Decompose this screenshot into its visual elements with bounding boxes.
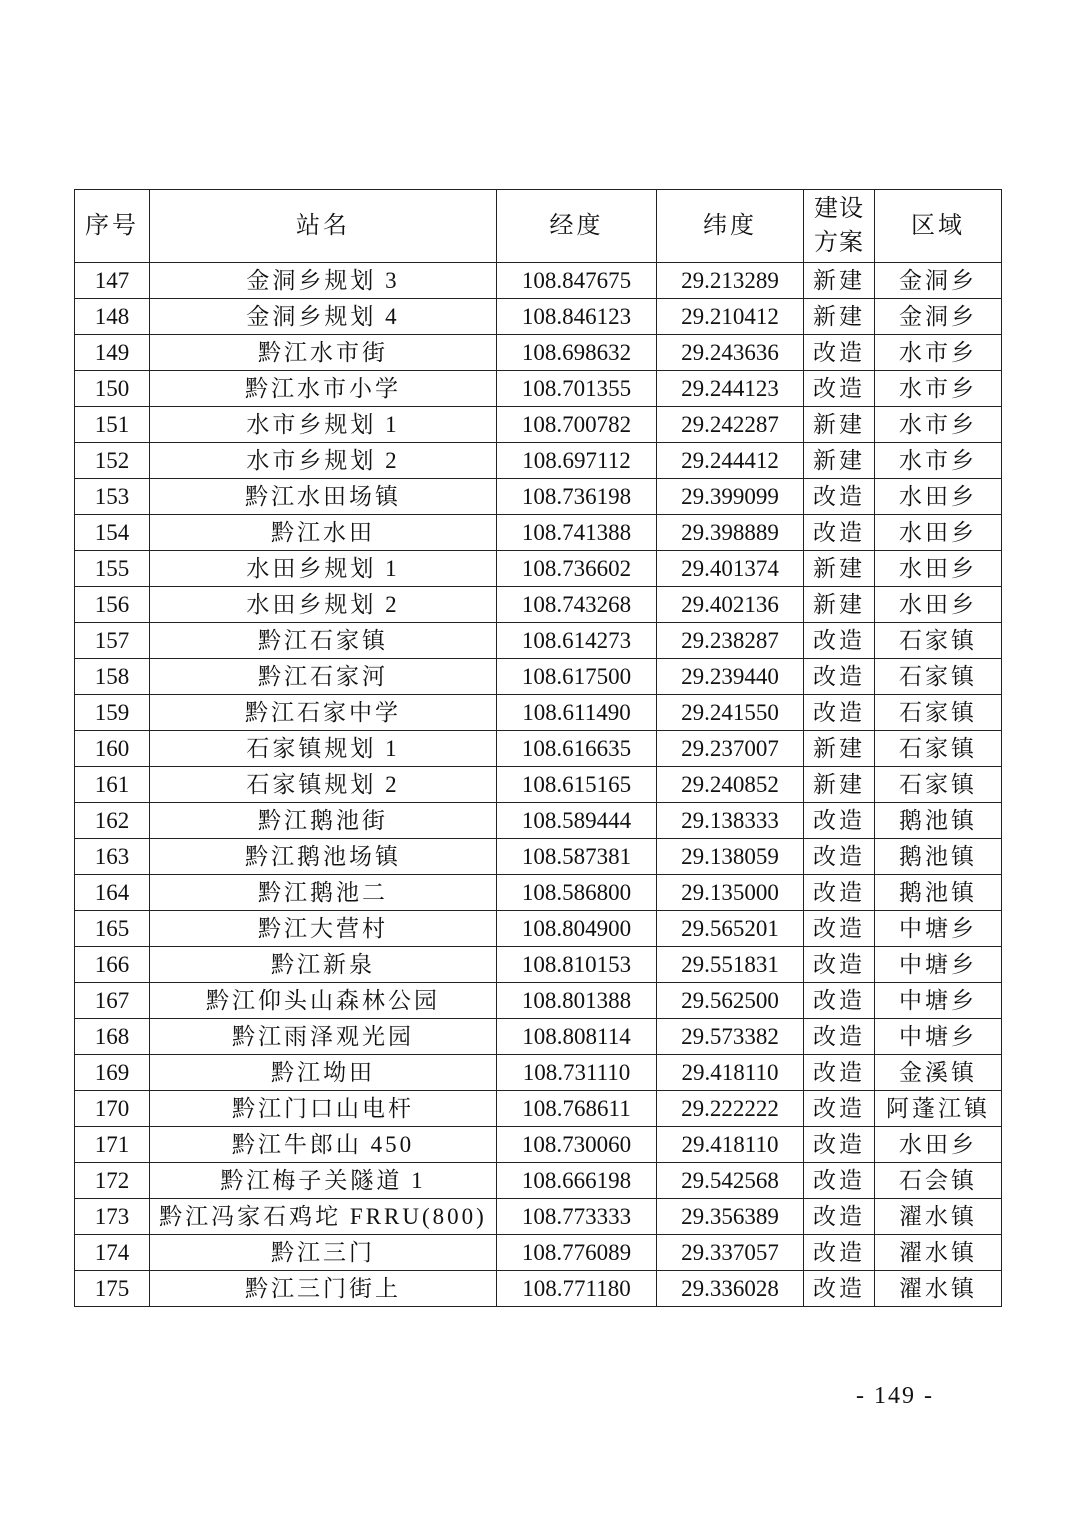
cell-region: 鹅池镇 [875, 839, 1002, 875]
cell-latitude: 29.244123 [657, 371, 804, 407]
cell-station: 石家镇规划 2 [150, 767, 497, 803]
cell-region: 石家镇 [875, 695, 1002, 731]
cell-plan: 改造 [804, 947, 875, 983]
cell-longitude: 108.614273 [497, 623, 657, 659]
cell-region: 濯水镇 [875, 1199, 1002, 1235]
cell-longitude: 108.666198 [497, 1163, 657, 1199]
cell-region: 金洞乡 [875, 299, 1002, 335]
cell-longitude: 108.741388 [497, 515, 657, 551]
cell-plan: 改造 [804, 803, 875, 839]
table-row [75, 839, 1002, 875]
cell-region: 鹅池镇 [875, 803, 1002, 839]
table-row [75, 443, 1002, 479]
cell-plan: 改造 [804, 1091, 875, 1127]
cell-station: 黔江鹅池街 [150, 803, 497, 839]
cell-latitude: 29.243636 [657, 335, 804, 371]
cell-station: 金洞乡规划 3 [150, 263, 497, 299]
cell-longitude: 108.617500 [497, 659, 657, 695]
cell-region: 水市乡 [875, 407, 1002, 443]
cell-latitude: 29.398889 [657, 515, 804, 551]
cell-latitude: 29.135000 [657, 875, 804, 911]
header-latitude: 纬度 [657, 190, 804, 263]
table-row [75, 1091, 1002, 1127]
header-plan-label: 建设方案 [813, 196, 864, 256]
cell-plan: 改造 [804, 875, 875, 911]
cell-longitude: 108.736602 [497, 551, 657, 587]
cell-station: 黔江水市小学 [150, 371, 497, 407]
cell-station: 金洞乡规划 4 [150, 299, 497, 335]
cell-latitude: 29.562500 [657, 983, 804, 1019]
cell-index: 174 [75, 1235, 150, 1271]
cell-region: 水田乡 [875, 1127, 1002, 1163]
cell-station: 石家镇规划 1 [150, 731, 497, 767]
cell-station: 黔江梅子关隧道 1 [150, 1163, 497, 1199]
station-table [74, 189, 1002, 1307]
cell-index: 152 [75, 443, 150, 479]
cell-latitude: 29.542568 [657, 1163, 804, 1199]
cell-region: 鹅池镇 [875, 875, 1002, 911]
cell-station: 黔江牛郎山 450 [150, 1127, 497, 1163]
cell-longitude: 108.700782 [497, 407, 657, 443]
header-station: 站名 [150, 190, 497, 263]
cell-latitude: 29.238287 [657, 623, 804, 659]
cell-plan: 改造 [804, 335, 875, 371]
cell-latitude: 29.244412 [657, 443, 804, 479]
cell-station: 水市乡规划 1 [150, 407, 497, 443]
table-row [75, 1127, 1002, 1163]
cell-index: 147 [75, 263, 150, 299]
cell-plan: 改造 [804, 1235, 875, 1271]
cell-latitude: 29.402136 [657, 587, 804, 623]
table-row [75, 1235, 1002, 1271]
cell-longitude: 108.801388 [497, 983, 657, 1019]
cell-plan: 改造 [804, 983, 875, 1019]
cell-station: 水田乡规划 2 [150, 587, 497, 623]
table-row [75, 803, 1002, 839]
cell-region: 阿蓬江镇 [875, 1091, 1002, 1127]
cell-plan: 改造 [804, 1019, 875, 1055]
cell-index: 162 [75, 803, 150, 839]
table-row [75, 1271, 1002, 1307]
cell-index: 165 [75, 911, 150, 947]
cell-plan: 新建 [804, 767, 875, 803]
header-plan [804, 190, 875, 263]
cell-plan: 改造 [804, 839, 875, 875]
cell-station: 水田乡规划 1 [150, 551, 497, 587]
cell-longitude: 108.587381 [497, 839, 657, 875]
cell-index: 154 [75, 515, 150, 551]
table-row [75, 335, 1002, 371]
cell-station: 黔江鹅池二 [150, 875, 497, 911]
cell-station: 黔江三门街上 [150, 1271, 497, 1307]
cell-region: 中塘乡 [875, 911, 1002, 947]
page-number: - 149 - [856, 1383, 934, 1409]
cell-region: 石家镇 [875, 623, 1002, 659]
cell-index: 148 [75, 299, 150, 335]
cell-index: 172 [75, 1163, 150, 1199]
cell-region: 濯水镇 [875, 1235, 1002, 1271]
cell-region: 水市乡 [875, 371, 1002, 407]
cell-region: 金溪镇 [875, 1055, 1002, 1091]
cell-longitude: 108.771180 [497, 1271, 657, 1307]
cell-station: 黔江新泉 [150, 947, 497, 983]
cell-region: 水市乡 [875, 443, 1002, 479]
cell-latitude: 29.240852 [657, 767, 804, 803]
cell-plan: 新建 [804, 551, 875, 587]
cell-latitude: 29.337057 [657, 1235, 804, 1271]
table-body [75, 263, 1002, 1307]
cell-index: 163 [75, 839, 150, 875]
table-row [75, 731, 1002, 767]
cell-station: 黔江坳田 [150, 1055, 497, 1091]
cell-station: 黔江雨泽观光园 [150, 1019, 497, 1055]
table-row [75, 515, 1002, 551]
cell-plan: 新建 [804, 299, 875, 335]
cell-plan: 改造 [804, 371, 875, 407]
cell-region: 中塘乡 [875, 947, 1002, 983]
cell-longitude: 108.701355 [497, 371, 657, 407]
cell-station: 黔江三门 [150, 1235, 497, 1271]
cell-station: 黔江冯家石鸡坨 FRRU(800) [150, 1199, 497, 1235]
cell-longitude: 108.846123 [497, 299, 657, 335]
table-header [75, 190, 1002, 263]
table-row [75, 695, 1002, 731]
cell-longitude: 108.611490 [497, 695, 657, 731]
table-row [75, 551, 1002, 587]
cell-longitude: 108.776089 [497, 1235, 657, 1271]
cell-plan: 改造 [804, 623, 875, 659]
cell-index: 153 [75, 479, 150, 515]
table-row [75, 587, 1002, 623]
table-row [75, 479, 1002, 515]
cell-index: 155 [75, 551, 150, 587]
table-row [75, 1055, 1002, 1091]
cell-station: 黔江大营村 [150, 911, 497, 947]
cell-station: 黔江水田 [150, 515, 497, 551]
cell-index: 150 [75, 371, 150, 407]
cell-longitude: 108.589444 [497, 803, 657, 839]
cell-plan: 改造 [804, 659, 875, 695]
cell-plan: 新建 [804, 407, 875, 443]
cell-index: 158 [75, 659, 150, 695]
cell-index: 175 [75, 1271, 150, 1307]
cell-latitude: 29.213289 [657, 263, 804, 299]
cell-longitude: 108.847675 [497, 263, 657, 299]
cell-longitude: 108.731110 [497, 1055, 657, 1091]
cell-latitude: 29.222222 [657, 1091, 804, 1127]
cell-longitude: 108.615165 [497, 767, 657, 803]
cell-index: 151 [75, 407, 150, 443]
cell-index: 173 [75, 1199, 150, 1235]
cell-index: 170 [75, 1091, 150, 1127]
cell-longitude: 108.698632 [497, 335, 657, 371]
table-row [75, 659, 1002, 695]
table-row [75, 1163, 1002, 1199]
table-row [75, 299, 1002, 335]
cell-index: 169 [75, 1055, 150, 1091]
cell-station: 黔江仰头山森林公园 [150, 983, 497, 1019]
cell-latitude: 29.336028 [657, 1271, 804, 1307]
cell-index: 159 [75, 695, 150, 731]
cell-latitude: 29.241550 [657, 695, 804, 731]
cell-longitude: 108.743268 [497, 587, 657, 623]
cell-region: 水田乡 [875, 479, 1002, 515]
cell-index: 149 [75, 335, 150, 371]
table-row [75, 263, 1002, 299]
cell-station: 黔江水市街 [150, 335, 497, 371]
cell-latitude: 29.242287 [657, 407, 804, 443]
cell-station: 黔江石家镇 [150, 623, 497, 659]
table-row [75, 1019, 1002, 1055]
table-row [75, 911, 1002, 947]
cell-latitude: 29.573382 [657, 1019, 804, 1055]
cell-latitude: 29.138059 [657, 839, 804, 875]
cell-plan: 新建 [804, 731, 875, 767]
cell-longitude: 108.616635 [497, 731, 657, 767]
cell-index: 161 [75, 767, 150, 803]
cell-plan: 改造 [804, 1055, 875, 1091]
cell-region: 石家镇 [875, 731, 1002, 767]
cell-index: 160 [75, 731, 150, 767]
cell-region: 水田乡 [875, 515, 1002, 551]
cell-station: 黔江石家中学 [150, 695, 497, 731]
cell-index: 166 [75, 947, 150, 983]
cell-index: 156 [75, 587, 150, 623]
header-row [75, 190, 1002, 263]
table-row [75, 767, 1002, 803]
cell-longitude: 108.773333 [497, 1199, 657, 1235]
cell-latitude: 29.418110 [657, 1127, 804, 1163]
cell-latitude: 29.565201 [657, 911, 804, 947]
cell-station: 黔江水田场镇 [150, 479, 497, 515]
cell-station: 水市乡规划 2 [150, 443, 497, 479]
table-row [75, 875, 1002, 911]
cell-latitude: 29.356389 [657, 1199, 804, 1235]
cell-plan: 改造 [804, 695, 875, 731]
cell-plan: 改造 [804, 1271, 875, 1307]
cell-region: 中塘乡 [875, 1019, 1002, 1055]
cell-index: 168 [75, 1019, 150, 1055]
cell-latitude: 29.399099 [657, 479, 804, 515]
cell-plan: 新建 [804, 587, 875, 623]
cell-longitude: 108.808114 [497, 1019, 657, 1055]
cell-region: 濯水镇 [875, 1271, 1002, 1307]
header-region: 区域 [875, 190, 1002, 263]
cell-index: 157 [75, 623, 150, 659]
cell-station: 黔江门口山电杆 [150, 1091, 497, 1127]
cell-latitude: 29.138333 [657, 803, 804, 839]
cell-plan: 新建 [804, 263, 875, 299]
cell-plan: 改造 [804, 515, 875, 551]
cell-station: 黔江石家河 [150, 659, 497, 695]
cell-latitude: 29.239440 [657, 659, 804, 695]
header-index: 序号 [75, 190, 150, 263]
cell-index: 171 [75, 1127, 150, 1163]
cell-plan: 改造 [804, 1199, 875, 1235]
cell-longitude: 108.768611 [497, 1091, 657, 1127]
cell-plan: 改造 [804, 479, 875, 515]
table-row [75, 623, 1002, 659]
cell-longitude: 108.586800 [497, 875, 657, 911]
cell-latitude: 29.210412 [657, 299, 804, 335]
header-longitude: 经度 [497, 190, 657, 263]
cell-longitude: 108.736198 [497, 479, 657, 515]
cell-index: 164 [75, 875, 150, 911]
cell-region: 水田乡 [875, 551, 1002, 587]
cell-station: 黔江鹅池场镇 [150, 839, 497, 875]
table-row [75, 407, 1002, 443]
cell-region: 石家镇 [875, 659, 1002, 695]
table-row [75, 371, 1002, 407]
cell-longitude: 108.730060 [497, 1127, 657, 1163]
table-row [75, 1199, 1002, 1235]
cell-region: 金洞乡 [875, 263, 1002, 299]
table-row [75, 983, 1002, 1019]
cell-plan: 新建 [804, 443, 875, 479]
cell-region: 水田乡 [875, 587, 1002, 623]
cell-region: 中塘乡 [875, 983, 1002, 1019]
table-row [75, 947, 1002, 983]
cell-region: 水市乡 [875, 335, 1002, 371]
cell-region: 石家镇 [875, 767, 1002, 803]
cell-plan: 改造 [804, 911, 875, 947]
cell-region: 石会镇 [875, 1163, 1002, 1199]
cell-plan: 改造 [804, 1163, 875, 1199]
cell-latitude: 29.418110 [657, 1055, 804, 1091]
cell-index: 167 [75, 983, 150, 1019]
cell-plan: 改造 [804, 1127, 875, 1163]
cell-latitude: 29.237007 [657, 731, 804, 767]
cell-latitude: 29.401374 [657, 551, 804, 587]
cell-longitude: 108.804900 [497, 911, 657, 947]
cell-latitude: 29.551831 [657, 947, 804, 983]
cell-longitude: 108.697112 [497, 443, 657, 479]
cell-longitude: 108.810153 [497, 947, 657, 983]
